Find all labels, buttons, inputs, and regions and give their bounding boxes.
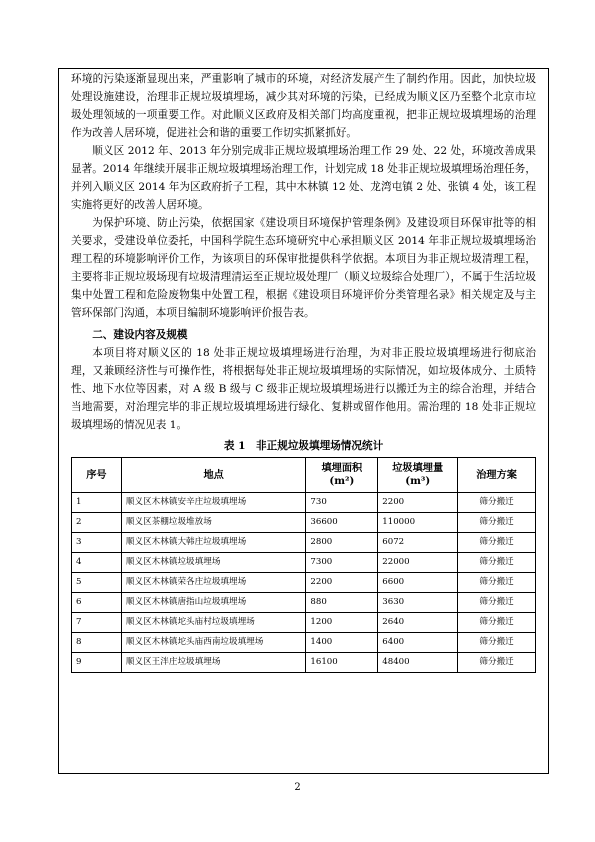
cell-area: 730: [306, 493, 378, 513]
header-volume: [378, 458, 458, 493]
cell-area: 2200: [306, 573, 378, 593]
cell-location: 顺义区木林镇坨头庙村垃圾填埋场: [121, 613, 306, 633]
paragraph-basis: 为保护环境、防止污染，依据国家《建设项目环境保护管理条例》及建设项目环保审批等的相关要求，受建设单位委托，中国科学院生态环境研究中心承担顺义区 2014 年非正规垃圾填埋场治理工程的环境影响评价工作，为该项目的环保审批提供科学依据。本项目为非正规垃圾清理工程，主要将非正规垃圾场现有垃圾清理清运至正规垃圾处理厂（顺义垃圾综合处理厂），不属于生活垃圾集中处置工程和危险废物集中处置工程，根据《建设项目环境评价分类管理名录》相关规定及与主管环保部门沟通，本项目编制环境影响评价报告表。: [71, 217, 536, 319]
cell-volume: 3630: [378, 593, 458, 613]
cell-volume: 6600: [378, 573, 458, 593]
cell-plan: 筛分搬迁: [458, 573, 536, 593]
table-row: [72, 493, 536, 513]
table-row: [72, 633, 536, 653]
cell-volume: 6400: [378, 633, 458, 653]
landfill-table: [71, 457, 536, 673]
cell-no: 6: [72, 593, 122, 613]
header-volume-unit: (m³): [405, 475, 431, 487]
header-plan: 治理方案: [458, 458, 536, 493]
header-volume-label: 垃圾填埋量: [392, 462, 444, 474]
table-row: [72, 613, 536, 633]
cell-no: 4: [72, 553, 122, 573]
cell-volume: 2200: [378, 493, 458, 513]
cell-location: 顺义区木林镇唐指山垃圾填埋场: [121, 593, 306, 613]
table-row: [72, 593, 536, 613]
cell-area: 880: [306, 593, 378, 613]
cell-plan: 筛分搬迁: [458, 613, 536, 633]
paragraph-progress: 顺义区 2012 年、2013 年分别完成非正规垃圾填埋场治理工作 29 处、22 处，环境改善成果显著。2014 年继续开展非正规垃圾填埋场治理工作，计划完成 18 处非正规垃圾填埋场治理任务，并列入顺义区 2014 年为区政府折子工程，其中木林镇 12 处、龙湾屯镇 2 处、张镇 4 处，该工程实施将更好的改善人居环境。: [71, 145, 536, 211]
page-number: 2: [294, 782, 301, 793]
cell-location: 顺义区木林镇坨头庙西南垃圾填埋场: [121, 633, 306, 653]
section-heading-construction: 二、建设内容及规模: [92, 329, 188, 341]
cell-plan: 筛分搬迁: [458, 533, 536, 553]
table-row: [72, 553, 536, 573]
cell-plan: 筛分搬迁: [458, 593, 536, 613]
header-no: 序号: [72, 458, 122, 493]
cell-no: 7: [72, 613, 122, 633]
cell-no: 3: [72, 533, 122, 553]
cell-location: 顺义区木林镇大韩庄垃圾填埋场: [121, 533, 306, 553]
table-row: [72, 653, 536, 673]
cell-location: 顺义区木林镇安辛庄垃圾填埋场: [121, 493, 306, 513]
cell-area: 1400: [306, 633, 378, 653]
cell-location: 顺义区王泮庄垃圾填埋场: [121, 653, 306, 673]
cell-plan: 筛分搬迁: [458, 633, 536, 653]
cell-location: 顺义区木林镇荣各庄垃圾填埋场: [121, 573, 306, 593]
cell-volume: 6072: [378, 533, 458, 553]
cell-area: 36600: [306, 513, 378, 533]
header-area-label: 填埋面积: [321, 462, 363, 474]
cell-location: 顺义区木林镇垃圾填埋场: [121, 553, 306, 573]
cell-no: 5: [72, 573, 122, 593]
table-row: [72, 533, 536, 553]
table-row: [72, 573, 536, 593]
cell-volume: 110000: [378, 513, 458, 533]
header-area-unit: (m²): [329, 475, 355, 487]
cell-plan: 筛分搬迁: [458, 553, 536, 573]
cell-volume: 22000: [378, 553, 458, 573]
cell-location: 顺义区茶棚垃圾堆放场: [121, 513, 306, 533]
cell-no: 9: [72, 653, 122, 673]
cell-no: 1: [72, 493, 122, 513]
header-area: [306, 458, 378, 493]
cell-area: 7300: [306, 553, 378, 573]
cell-plan: 筛分搬迁: [458, 653, 536, 673]
paragraph-intro-continued: 环境的污染逐渐显现出来，严重影响了城市的环境，对经济发展产生了制约作用。因此，加快垃圾处理设施建设，治理非正规垃圾填埋场，减少其对环境的污染，已经成为顺义区乃至整个北京市垃圾处理领域的一项重要工作。对此顺义区政府及相关部门均高度重视，把非正规垃圾填埋场的治理作为改善人居环境，促进社会和谐的重要工作切实抓紧抓好。: [71, 73, 536, 139]
table-title: 表 1 非正规垃圾填埋场情况统计: [223, 440, 384, 452]
cell-plan: 筛分搬迁: [458, 493, 536, 513]
table-header-row: [72, 458, 536, 493]
content-frame: [58, 68, 549, 774]
cell-plan: 筛分搬迁: [458, 513, 536, 533]
cell-no: 2: [72, 513, 122, 533]
table-row: [72, 513, 536, 533]
cell-volume: 2640: [378, 613, 458, 633]
cell-no: 8: [72, 633, 122, 653]
cell-area: 2800: [306, 533, 378, 553]
cell-area: 1200: [306, 613, 378, 633]
cell-area: 16100: [306, 653, 378, 673]
cell-volume: 48400: [378, 653, 458, 673]
header-location: 地点: [121, 458, 306, 493]
paragraph-construction: 本项目将对顺义区的 18 处非正规垃圾填埋场进行治理，为对非正股垃圾填埋场进行彻底治理，又兼顾经济性与可操作性，将根据每处非正规垃圾填埋场的实际情况，如垃圾体成分、土质特性、地下水位等因素，对 A 级 B 级与 C 级非正规垃圾填埋场进行以搬迁为主的综合治理，并结合当地需要，对治理完毕的非正规垃圾填埋场进行绿化、复耕或留作他用。需治理的 18 处非正规垃圾填埋场的情况见表 1。: [71, 347, 536, 431]
